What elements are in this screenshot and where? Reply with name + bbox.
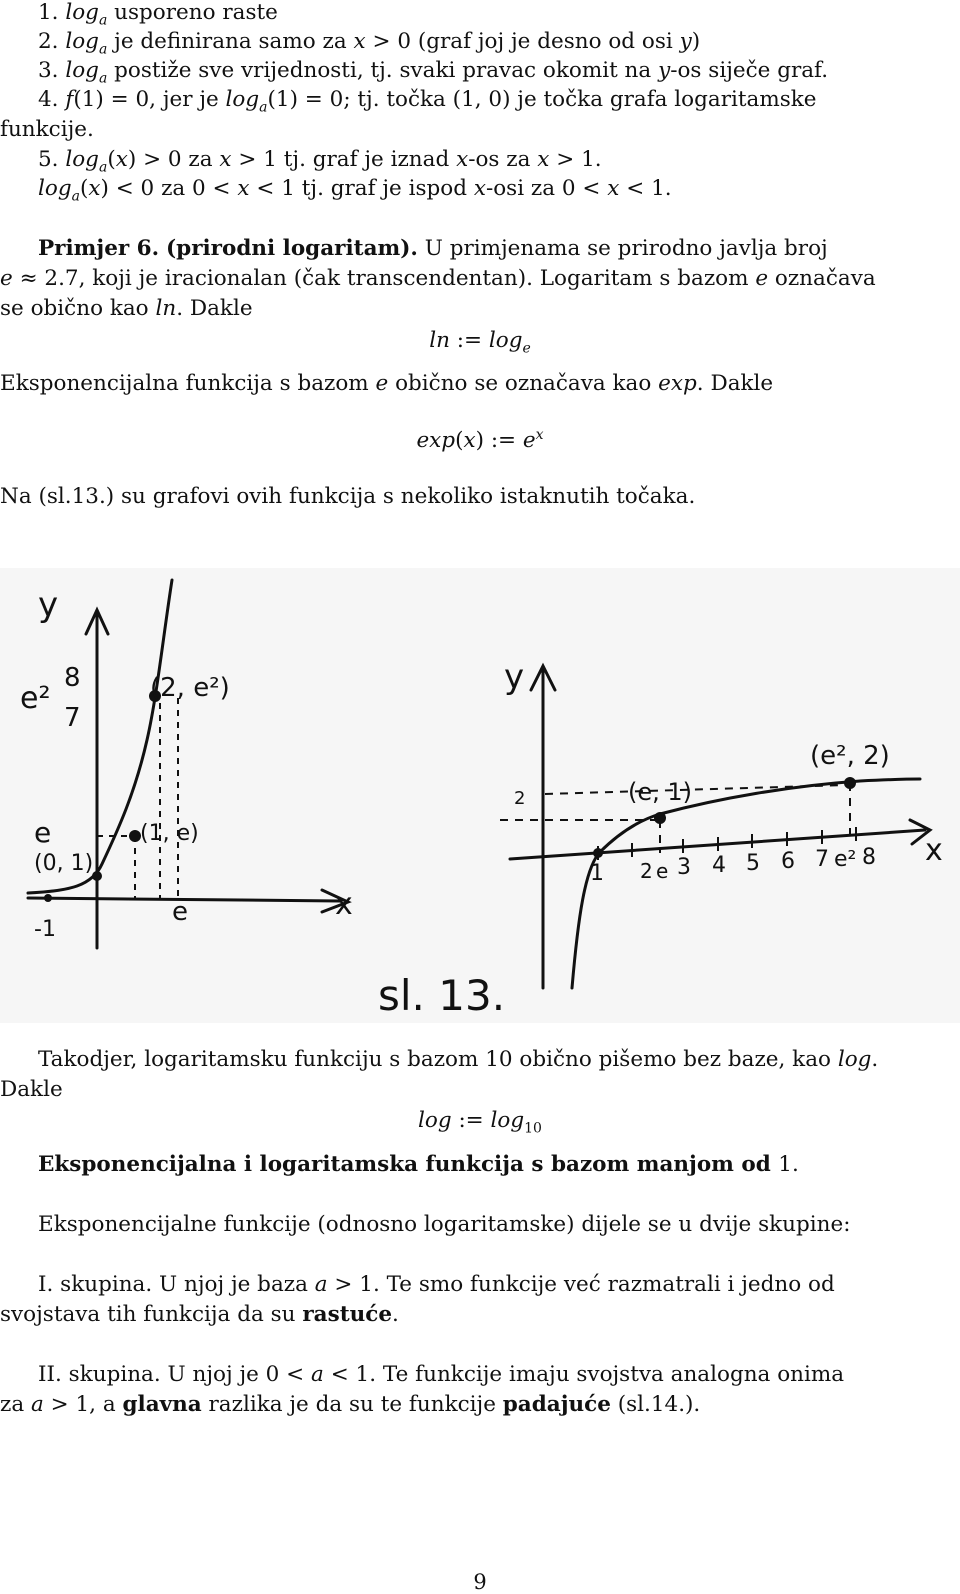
paragraph-group-1: I. skupina. U njoj je baza a > 1. Te smo funkcije već razmatrali i jedno od [38,1272,835,1297]
left-label-7: 7 [64,703,81,733]
right-tick-e2: e² [834,847,857,872]
example-6-line-4: Eksponencijalna funkcija s bazom e obično se označava kao exp. Dakle [0,371,774,396]
paragraph-log-base-10-cont: Dakle [0,1077,63,1102]
left-point-1e-label: (1, e) [140,821,199,846]
list-item-3: 3. $\log_a$ postiže sve vrijednosti, tj. svaki pravac okomit na y-os siječe graf. [38,58,829,87]
left-label-8: 8 [64,663,81,693]
left-point-01-label: (0, 1) [34,851,94,876]
paragraph-log-base-10: Takodjer, logaritamsku funkciju s bazom 10 obično pišemo bez baze, kao log. [38,1047,879,1072]
right-x-label: x [925,833,943,868]
point-01 [92,871,102,881]
section-heading: Eksponencijalna i logaritamska funkcija s bazom manjom od 1. [38,1152,799,1177]
example-6-line-5: Na (sl.13.) su grafovi ovih funkcija s nekoliko istaknutih točaka. [0,484,696,509]
graphs-svg [0,568,960,1023]
right-y-label: y [504,657,525,697]
paragraph-group-2-cont: za a > 1, a glavna razlika je da su te funkcije padajuće (sl.14.). [0,1392,701,1417]
list-item-5b: $\log_a(x) < 0$ za 0 < x < 1 tj. graf je ispod x-osi za 0 < x < 1. [38,176,672,205]
paragraph-group-2: II. skupina. U njoj je 0 < a < 1. Te funkcije imaju svojstva analogna onima [38,1362,845,1387]
point-e1 [654,812,666,824]
left-tick-e: e [172,897,188,927]
point-10 [593,848,603,858]
list-item-1: 1. $\log_a$ usporeno raste [38,0,278,29]
example-6-line-3: se obično kao ln. Dakle [0,296,253,321]
equation-exp: exp(x) := $e^x$ [416,426,544,453]
point-neg1 [44,894,52,902]
right-tick-1: 1 [590,861,604,886]
paragraph-two-groups: Eksponencijalne funkcije (odnosno logaritamske) dijele se u dvije skupine: [38,1212,851,1237]
right-tick-2: 2 [640,859,653,883]
left-tick-minus1: -1 [34,917,56,942]
right-tick-7: 7 [815,847,829,872]
right-tick-3: 3 [677,855,691,880]
left-y-label: y [38,585,59,625]
right-tick-5: 5 [746,851,760,876]
right-point-e22-label: (e², 2) [810,741,890,771]
example-6-line-2: e ≈ 2.7, koji je iracionalan (čak transcendentan). Logaritam s bazom e označava [0,266,876,291]
right-tick-8: 8 [862,845,876,870]
left-x-label: x [335,887,353,922]
page-number: 9 [473,1570,487,1594]
point-e22 [844,777,856,789]
left-label-e: e [34,816,52,849]
left-point-2e2-label: (2, e²) [150,673,230,703]
example-6-heading: Primjer 6. (prirodni logaritam). U primjenama se prirodno javlja broj [38,236,828,261]
right-point-e1-label: (e, 1) [628,778,693,806]
paragraph-group-1-cont: svojstava tih funkcija da su rastuće. [0,1302,399,1327]
list-item-2: 2. $\log_a$ je definirana samo za x > 0 (graf joj je desno od osi y) [38,29,701,58]
list-item-5: 5. $\log_a(x) > 0$ za x > 1 tj. graf je iznad x-os za x > 1. [38,147,602,176]
right-label-2: 2 [514,788,526,809]
figure-13 [0,568,960,1023]
right-tick-4: 4 [712,853,726,878]
right-tick-6: 6 [781,849,795,874]
equation-log: log := $\log_{10}$ [418,1108,542,1137]
left-label-e2: e² [20,681,51,716]
list-item-4-continuation: funkcije. [0,117,94,142]
right-tick-e: e [656,859,669,883]
equation-ln: ln := $\log_e$ [429,328,531,357]
figure-caption: sl. 13. [378,971,506,1020]
list-item-4: 4. f(1) = 0, jer je $\log_a(1) = 0$; tj. točka (1, 0) je točka grafa logaritamske [38,87,817,116]
